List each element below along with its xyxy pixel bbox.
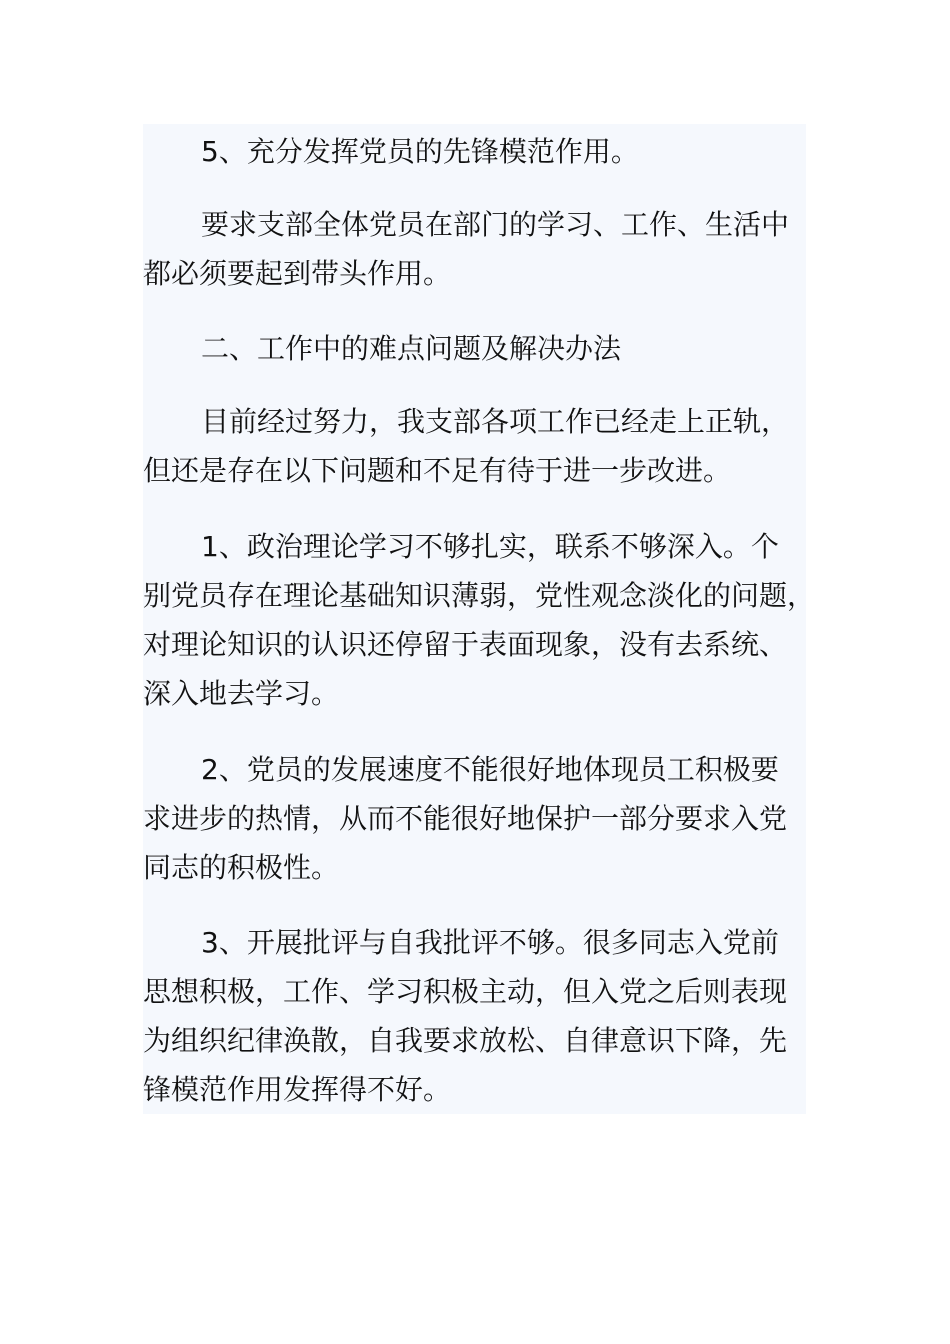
paragraph-line: 5、充分发挥党员的先锋模范作用。 bbox=[201, 135, 639, 168]
paragraph-5 bbox=[143, 522, 815, 718]
paragraph-line: 但还是存在以下问题和不足有待于进一步改进。 bbox=[143, 454, 732, 487]
paragraph-line: 2、党员的发展速度不能很好地体现员工积极要 bbox=[201, 753, 779, 786]
paragraph-line: 对理论知识的认识还停留于表面现象，没有去系统、 bbox=[143, 628, 788, 661]
paragraph-line: 都必须要起到带头作用。 bbox=[143, 257, 452, 290]
paragraph-1 bbox=[143, 127, 639, 176]
paragraph-2 bbox=[143, 200, 789, 298]
paragraph-line: 要求支部全体党员在部门的学习、工作、生活中 bbox=[201, 208, 790, 241]
paragraph-line: 1、政治理论学习不够扎实，联系不够深入。个 bbox=[201, 530, 779, 563]
paragraph-4 bbox=[143, 397, 789, 495]
paragraph-6 bbox=[143, 745, 787, 892]
paragraph-line: 二、工作中的难点问题及解决办法 bbox=[201, 332, 622, 365]
paragraph-line: 3、开展批评与自我批评不够。很多同志入党前 bbox=[201, 926, 779, 959]
paragraph-line: 求进步的热情，从而不能很好地保护一部分要求入党 bbox=[143, 802, 788, 835]
paragraph-line: 思想积极，工作、学习积极主动，但入党之后则表现 bbox=[143, 975, 788, 1008]
paragraph-line: 同志的积极性。 bbox=[143, 851, 340, 884]
paragraph-line: 目前经过努力，我支部各项工作已经走上正轨， bbox=[201, 405, 790, 438]
paragraph-line: 别党员存在理论基础知识薄弱，党性观念淡化的问题， bbox=[143, 579, 816, 612]
section-heading bbox=[143, 324, 621, 373]
paragraph-line: 为组织纪律涣散，自我要求放松、自律意识下降，先 bbox=[143, 1024, 788, 1057]
paragraph-line: 锋模范作用发挥得不好。 bbox=[143, 1073, 452, 1106]
paragraph-line: 深入地去学习。 bbox=[143, 677, 340, 710]
paragraph-7 bbox=[143, 918, 787, 1114]
